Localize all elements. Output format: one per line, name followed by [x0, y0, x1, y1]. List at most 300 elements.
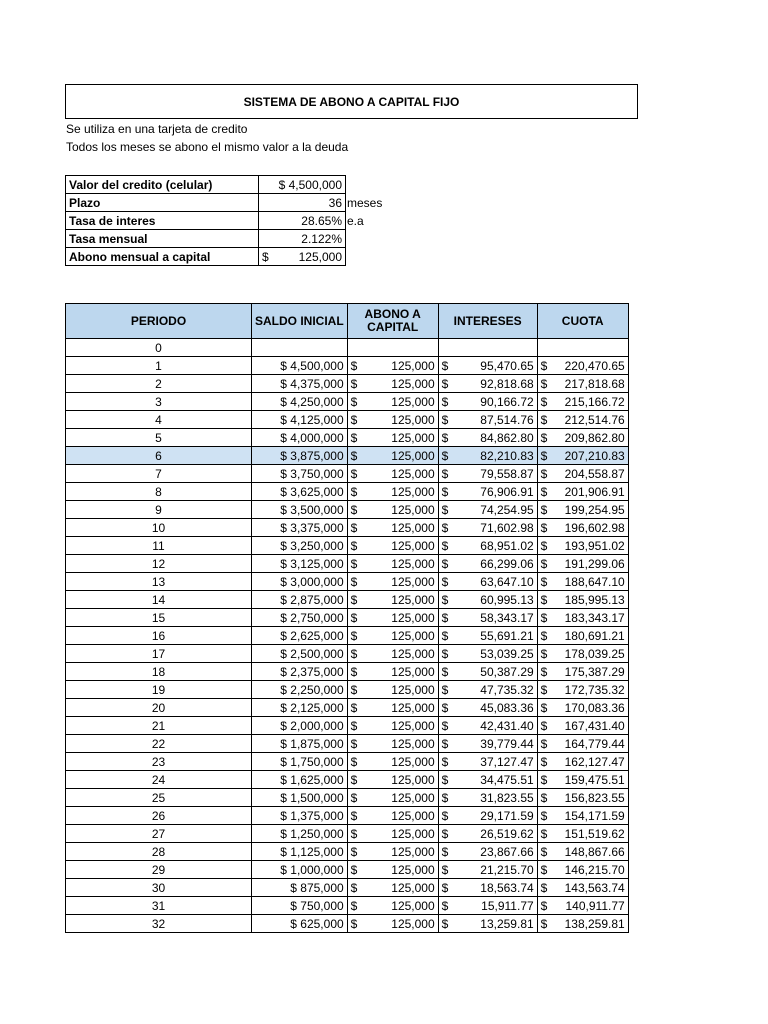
currency-symbol: $: [540, 916, 548, 931]
cell-intereses[interactable]: [438, 591, 537, 609]
cell-abono-capital[interactable]: [347, 627, 438, 645]
cell-periodo[interactable]: 15: [66, 609, 252, 627]
cell-intereses[interactable]: [438, 537, 537, 555]
cell-intereses[interactable]: [438, 897, 537, 915]
param-value[interactable]: [259, 212, 346, 230]
cell-periodo[interactable]: 0: [66, 339, 252, 357]
cell-intereses[interactable]: [438, 555, 537, 573]
cell-cuota[interactable]: [537, 519, 628, 537]
currency-symbol: $: [350, 898, 358, 913]
cell-periodo[interactable]: 32: [66, 915, 252, 933]
cell-saldo-inicial[interactable]: $ 875,000: [252, 879, 348, 897]
cell-abono-capital[interactable]: [347, 699, 438, 717]
cell-intereses[interactable]: [438, 393, 537, 411]
cell-periodo[interactable]: 21: [66, 717, 252, 735]
table-row: [66, 627, 629, 645]
table-row: [66, 645, 629, 663]
currency-symbol: $: [350, 538, 358, 553]
cuota-value: 185,995.13: [564, 592, 625, 607]
cell-saldo-inicial[interactable]: $ 4,000,000: [252, 429, 348, 447]
cell-periodo[interactable]: 12: [66, 555, 252, 573]
cell-cuota[interactable]: [537, 645, 628, 663]
cell-intereses[interactable]: [438, 573, 537, 591]
cell-intereses[interactable]: [438, 825, 537, 843]
cell-abono-capital[interactable]: [347, 447, 438, 465]
cell-saldo-inicial[interactable]: $ 3,000,000: [252, 573, 348, 591]
cell-periodo[interactable]: 22: [66, 735, 252, 753]
cell-saldo-inicial[interactable]: $ 1,250,000: [252, 825, 348, 843]
cell-periodo[interactable]: 3: [66, 393, 252, 411]
table-row: [66, 663, 629, 681]
param-row: [66, 248, 386, 266]
cell-saldo-inicial[interactable]: $ 1,375,000: [252, 807, 348, 825]
cell-periodo[interactable]: 25: [66, 789, 252, 807]
cuota-value: 162,127.47: [564, 754, 625, 769]
currency-symbol: $: [540, 880, 548, 895]
abono-value: 125,000: [391, 826, 435, 841]
abono-value: 125,000: [391, 628, 435, 643]
intereses-value: 95,470.65: [480, 358, 534, 373]
cell-saldo-inicial[interactable]: $ 3,500,000: [252, 501, 348, 519]
cell-cuota[interactable]: [537, 357, 628, 375]
cell-intereses[interactable]: [438, 861, 537, 879]
cuota-value: 188,647.10: [564, 574, 625, 589]
cuota-value: 146,215.70: [564, 862, 625, 877]
cell-saldo-inicial[interactable]: $ 2,750,000: [252, 609, 348, 627]
cell-intereses[interactable]: [438, 519, 537, 537]
intereses-value: 39,779.44: [480, 736, 534, 751]
cell-saldo-inicial[interactable]: $ 625,000: [252, 915, 348, 933]
currency-symbol: $: [350, 628, 358, 643]
intereses-value: 76,906.91: [480, 484, 534, 499]
abono-value: 125,000: [391, 448, 435, 463]
currency-symbol: $: [441, 808, 449, 823]
cell-periodo[interactable]: 11: [66, 537, 252, 555]
abono-value: 125,000: [391, 574, 435, 589]
cell-abono-capital[interactable]: [347, 393, 438, 411]
cell-periodo[interactable]: 1: [66, 357, 252, 375]
currency-symbol: $: [350, 484, 358, 499]
currency-symbol: $: [540, 592, 548, 607]
cell-periodo[interactable]: 14: [66, 591, 252, 609]
intereses-value: 90,166.72: [480, 394, 534, 409]
cell-intereses[interactable]: [438, 717, 537, 735]
currency-symbol: $: [441, 502, 449, 517]
cell-periodo[interactable]: 17: [66, 645, 252, 663]
currency-symbol: $: [350, 808, 358, 823]
abono-value: 125,000: [391, 880, 435, 895]
table-row: [66, 555, 629, 573]
cell-cuota[interactable]: [537, 843, 628, 861]
cell-abono-capital[interactable]: [347, 717, 438, 735]
cell-saldo-inicial[interactable]: $ 3,875,000: [252, 447, 348, 465]
cell-intereses[interactable]: [438, 645, 537, 663]
cell-periodo[interactable]: 19: [66, 681, 252, 699]
cell-intereses[interactable]: [438, 807, 537, 825]
cuota-value: 199,254.95: [564, 502, 625, 517]
abono-value: 125,000: [391, 430, 435, 445]
param-value-text: 125,000: [298, 249, 342, 264]
cell-cuota[interactable]: [537, 663, 628, 681]
cell-intereses[interactable]: [438, 465, 537, 483]
currency-symbol: $: [441, 628, 449, 643]
cell-cuota[interactable]: [537, 825, 628, 843]
cell-saldo-inicial[interactable]: $ 4,125,000: [252, 411, 348, 429]
param-value-text: 2.122%: [301, 231, 342, 246]
abono-value: 125,000: [391, 484, 435, 499]
cell-cuota[interactable]: [537, 447, 628, 465]
cell-cuota[interactable]: [537, 699, 628, 717]
cell-cuota[interactable]: [537, 501, 628, 519]
cell-intereses[interactable]: [438, 915, 537, 933]
table-header-row: [66, 304, 629, 339]
sheet-title: SISTEMA DE ABONO A CAPITAL FIJO: [65, 84, 638, 119]
cell-cuota[interactable]: [537, 879, 628, 897]
cell-saldo-inicial[interactable]: $ 1,000,000: [252, 861, 348, 879]
cell-abono-capital[interactable]: [347, 915, 438, 933]
cell-saldo-inicial[interactable]: $ 750,000: [252, 897, 348, 915]
cell-abono-capital[interactable]: [347, 807, 438, 825]
cell-cuota[interactable]: [537, 753, 628, 771]
cell-intereses[interactable]: [438, 609, 537, 627]
cell-saldo-inicial[interactable]: $ 3,125,000: [252, 555, 348, 573]
param-currency: $: [262, 249, 269, 264]
cell-cuota[interactable]: [537, 591, 628, 609]
cell-intereses[interactable]: [438, 429, 537, 447]
cell-periodo[interactable]: 18: [66, 663, 252, 681]
abono-value: 125,000: [391, 898, 435, 913]
header-saldo-inicial: SALDO INICIAL: [252, 304, 348, 339]
intereses-value: 66,299.06: [480, 556, 534, 571]
cuota-value: 156,823.55: [564, 790, 625, 805]
cell-cuota[interactable]: [537, 717, 628, 735]
cuota-value: 191,299.06: [564, 556, 625, 571]
cell-abono-capital[interactable]: [347, 591, 438, 609]
cell-abono-capital[interactable]: [347, 825, 438, 843]
cell-abono-capital[interactable]: [347, 537, 438, 555]
abono-value: 125,000: [391, 394, 435, 409]
cell-saldo-inicial[interactable]: $ 2,250,000: [252, 681, 348, 699]
currency-symbol: $: [350, 520, 358, 535]
table-row: [66, 897, 629, 915]
param-value-text: $ 4,500,000: [278, 177, 342, 192]
table-row: [66, 735, 629, 753]
cell-abono-capital[interactable]: [347, 789, 438, 807]
currency-symbol: $: [441, 520, 449, 535]
cell-intereses[interactable]: [438, 501, 537, 519]
cuota-value: 209,862.80: [564, 430, 625, 445]
table-row: [66, 861, 629, 879]
abono-value: 125,000: [391, 682, 435, 697]
abono-value: 125,000: [391, 538, 435, 553]
cuota-value: 178,039.25: [564, 646, 625, 661]
cell-abono-capital[interactable]: [347, 879, 438, 897]
cell-abono-capital[interactable]: [347, 339, 438, 357]
cell-abono-capital[interactable]: [347, 573, 438, 591]
param-row: [66, 194, 386, 212]
cell-intereses[interactable]: [438, 879, 537, 897]
cell-abono-capital[interactable]: [347, 555, 438, 573]
intereses-value: 68,951.02: [480, 538, 534, 553]
cuota-value: 196,602.98: [564, 520, 625, 535]
cell-abono-capital[interactable]: [347, 735, 438, 753]
cell-saldo-inicial[interactable]: $ 3,375,000: [252, 519, 348, 537]
currency-symbol: $: [350, 754, 358, 769]
param-value[interactable]: [259, 176, 346, 194]
intereses-value: 58,343.17: [480, 610, 534, 625]
cuota-value: 175,387.29: [564, 664, 625, 679]
cell-intereses[interactable]: [438, 735, 537, 753]
currency-symbol: $: [441, 610, 449, 625]
cell-cuota[interactable]: [537, 735, 628, 753]
table-row: [66, 519, 629, 537]
cell-cuota[interactable]: [537, 393, 628, 411]
cell-saldo-inicial[interactable]: $ 4,250,000: [252, 393, 348, 411]
cell-saldo-inicial[interactable]: $ 3,750,000: [252, 465, 348, 483]
cell-saldo-inicial[interactable]: $ 3,250,000: [252, 537, 348, 555]
table-row: [66, 465, 629, 483]
cell-saldo-inicial[interactable]: $ 2,500,000: [252, 645, 348, 663]
intereses-value: 26,519.62: [480, 826, 534, 841]
param-unit: [346, 176, 386, 194]
cuota-value: 183,343.17: [564, 610, 625, 625]
cell-periodo[interactable]: 9: [66, 501, 252, 519]
cell-periodo[interactable]: 30: [66, 879, 252, 897]
cell-cuota[interactable]: [537, 627, 628, 645]
cell-abono-capital[interactable]: [347, 843, 438, 861]
cell-intereses[interactable]: [438, 771, 537, 789]
cell-intereses[interactable]: [438, 447, 537, 465]
currency-symbol: $: [441, 772, 449, 787]
cell-intereses[interactable]: [438, 411, 537, 429]
cell-saldo-inicial[interactable]: $ 1,625,000: [252, 771, 348, 789]
header-intereses: INTERESES: [438, 304, 537, 339]
abono-value: 125,000: [391, 862, 435, 877]
cell-abono-capital[interactable]: [347, 411, 438, 429]
currency-symbol: $: [441, 646, 449, 661]
header-periodo: PERIODO: [66, 304, 252, 339]
cell-periodo[interactable]: 2: [66, 375, 252, 393]
cell-periodo[interactable]: 24: [66, 771, 252, 789]
parameters-table: [65, 175, 386, 266]
cell-intereses[interactable]: [438, 339, 537, 357]
table-row: [66, 537, 629, 555]
abono-value: 125,000: [391, 520, 435, 535]
table-row: [66, 807, 629, 825]
cell-saldo-inicial[interactable]: $ 2,875,000: [252, 591, 348, 609]
table-row: [66, 843, 629, 861]
cell-saldo-inicial[interactable]: $ 2,000,000: [252, 717, 348, 735]
cell-periodo[interactable]: 5: [66, 429, 252, 447]
cell-periodo[interactable]: 6: [66, 447, 252, 465]
intereses-value: 79,558.87: [480, 466, 534, 481]
cell-intereses[interactable]: [438, 753, 537, 771]
cell-cuota[interactable]: [537, 789, 628, 807]
intereses-value: 18,563.74: [480, 880, 534, 895]
cell-abono-capital[interactable]: [347, 645, 438, 663]
cell-cuota[interactable]: [537, 429, 628, 447]
cell-periodo[interactable]: 8: [66, 483, 252, 501]
cell-abono-capital[interactable]: [347, 429, 438, 447]
amortization-table: [65, 303, 629, 933]
cell-cuota[interactable]: [537, 771, 628, 789]
cell-abono-capital[interactable]: [347, 357, 438, 375]
cell-periodo[interactable]: 13: [66, 573, 252, 591]
cell-periodo[interactable]: 28: [66, 843, 252, 861]
currency-symbol: $: [350, 718, 358, 733]
table-row: [66, 681, 629, 699]
cell-cuota[interactable]: [537, 915, 628, 933]
cell-periodo[interactable]: 16: [66, 627, 252, 645]
cell-saldo-inicial[interactable]: $ 1,750,000: [252, 753, 348, 771]
cell-cuota[interactable]: [537, 897, 628, 915]
param-value-text: 28.65%: [301, 213, 342, 228]
cell-periodo[interactable]: 23: [66, 753, 252, 771]
cuota-value: 172,735.32: [564, 682, 625, 697]
cell-saldo-inicial[interactable]: $ 2,375,000: [252, 663, 348, 681]
currency-symbol: $: [540, 808, 548, 823]
table-row: [66, 771, 629, 789]
cell-saldo-inicial[interactable]: $ 1,125,000: [252, 843, 348, 861]
intereses-value: 60,995.13: [480, 592, 534, 607]
table-row: [66, 411, 629, 429]
currency-symbol: $: [540, 394, 548, 409]
cell-abono-capital[interactable]: [347, 771, 438, 789]
currency-symbol: $: [441, 790, 449, 805]
cell-abono-capital[interactable]: [347, 501, 438, 519]
cell-cuota[interactable]: [537, 807, 628, 825]
cell-abono-capital[interactable]: [347, 519, 438, 537]
currency-symbol: $: [540, 358, 548, 373]
currency-symbol: $: [350, 682, 358, 697]
cell-cuota[interactable]: [537, 375, 628, 393]
cell-saldo-inicial[interactable]: [252, 339, 348, 357]
table-row: [66, 339, 629, 357]
cell-saldo-inicial[interactable]: $ 2,625,000: [252, 627, 348, 645]
currency-symbol: $: [350, 772, 358, 787]
cell-intereses[interactable]: [438, 789, 537, 807]
abono-value: 125,000: [391, 916, 435, 931]
cell-intereses[interactable]: [438, 357, 537, 375]
cuota-value: 151,519.62: [564, 826, 625, 841]
currency-symbol: $: [540, 898, 548, 913]
abono-value: 125,000: [391, 502, 435, 517]
abono-value: 125,000: [391, 718, 435, 733]
abono-value: 125,000: [391, 610, 435, 625]
currency-symbol: $: [540, 412, 548, 427]
currency-symbol: $: [350, 826, 358, 841]
param-value[interactable]: [259, 248, 346, 266]
cell-cuota[interactable]: [537, 609, 628, 627]
cuota-value: 143,563.74: [564, 880, 625, 895]
cuota-value: 217,818.68: [564, 376, 625, 391]
currency-symbol: $: [350, 448, 358, 463]
table-row: [66, 879, 629, 897]
cell-intereses[interactable]: [438, 375, 537, 393]
cell-cuota[interactable]: [537, 681, 628, 699]
cell-intereses[interactable]: [438, 627, 537, 645]
currency-symbol: $: [540, 682, 548, 697]
header-cuota: CUOTA: [537, 304, 628, 339]
currency-symbol: $: [540, 610, 548, 625]
cell-saldo-inicial[interactable]: $ 1,500,000: [252, 789, 348, 807]
cell-saldo-inicial[interactable]: $ 3,625,000: [252, 483, 348, 501]
currency-symbol: $: [350, 700, 358, 715]
cell-periodo[interactable]: 31: [66, 897, 252, 915]
currency-symbol: $: [350, 916, 358, 931]
cell-abono-capital[interactable]: [347, 375, 438, 393]
cell-cuota[interactable]: [537, 861, 628, 879]
cell-abono-capital[interactable]: [347, 897, 438, 915]
cell-intereses[interactable]: [438, 483, 537, 501]
abono-value: 125,000: [391, 736, 435, 751]
currency-symbol: $: [441, 592, 449, 607]
cell-periodo[interactable]: 20: [66, 699, 252, 717]
cell-cuota[interactable]: [537, 465, 628, 483]
cell-cuota[interactable]: [537, 339, 628, 357]
cell-cuota[interactable]: [537, 573, 628, 591]
cell-abono-capital[interactable]: [347, 753, 438, 771]
table-row: [66, 717, 629, 735]
cell-periodo[interactable]: 10: [66, 519, 252, 537]
cell-abono-capital[interactable]: [347, 609, 438, 627]
currency-symbol: $: [441, 358, 449, 373]
cell-intereses[interactable]: [438, 681, 537, 699]
cell-abono-capital[interactable]: [347, 465, 438, 483]
cell-saldo-inicial[interactable]: $ 4,375,000: [252, 375, 348, 393]
cell-cuota[interactable]: [537, 483, 628, 501]
cell-cuota[interactable]: [537, 555, 628, 573]
abono-value: 125,000: [391, 700, 435, 715]
currency-symbol: $: [540, 376, 548, 391]
cell-periodo[interactable]: 7: [66, 465, 252, 483]
cell-cuota[interactable]: [537, 411, 628, 429]
cell-periodo[interactable]: 4: [66, 411, 252, 429]
currency-symbol: $: [540, 736, 548, 751]
param-label: Tasa de interes: [66, 212, 259, 230]
cell-abono-capital[interactable]: [347, 861, 438, 879]
cell-periodo[interactable]: 26: [66, 807, 252, 825]
cell-saldo-inicial[interactable]: $ 2,125,000: [252, 699, 348, 717]
cell-saldo-inicial[interactable]: $ 4,500,000: [252, 357, 348, 375]
param-unit: [346, 230, 386, 248]
cell-saldo-inicial[interactable]: $ 1,875,000: [252, 735, 348, 753]
intereses-value: 71,602.98: [480, 520, 534, 535]
cell-cuota[interactable]: [537, 537, 628, 555]
cell-intereses[interactable]: [438, 663, 537, 681]
cell-abono-capital[interactable]: [347, 663, 438, 681]
currency-symbol: $: [350, 412, 358, 427]
table-row: [66, 393, 629, 411]
param-value-text: 36: [328, 195, 342, 210]
cell-abono-capital[interactable]: [347, 483, 438, 501]
intereses-value: 21,215.70: [480, 862, 534, 877]
cell-periodo[interactable]: 29: [66, 861, 252, 879]
cell-periodo[interactable]: 27: [66, 825, 252, 843]
cuota-value: 193,951.02: [564, 538, 625, 553]
currency-symbol: $: [441, 898, 449, 913]
abono-value: 125,000: [391, 772, 435, 787]
cell-intereses[interactable]: [438, 699, 537, 717]
cuota-value: 159,475.51: [564, 772, 625, 787]
cuota-value: 164,779.44: [564, 736, 625, 751]
intereses-value: 55,691.21: [480, 628, 534, 643]
param-value[interactable]: [259, 194, 346, 212]
param-value[interactable]: [259, 230, 346, 248]
currency-symbol: $: [441, 862, 449, 877]
cell-intereses[interactable]: [438, 843, 537, 861]
cell-abono-capital[interactable]: [347, 681, 438, 699]
